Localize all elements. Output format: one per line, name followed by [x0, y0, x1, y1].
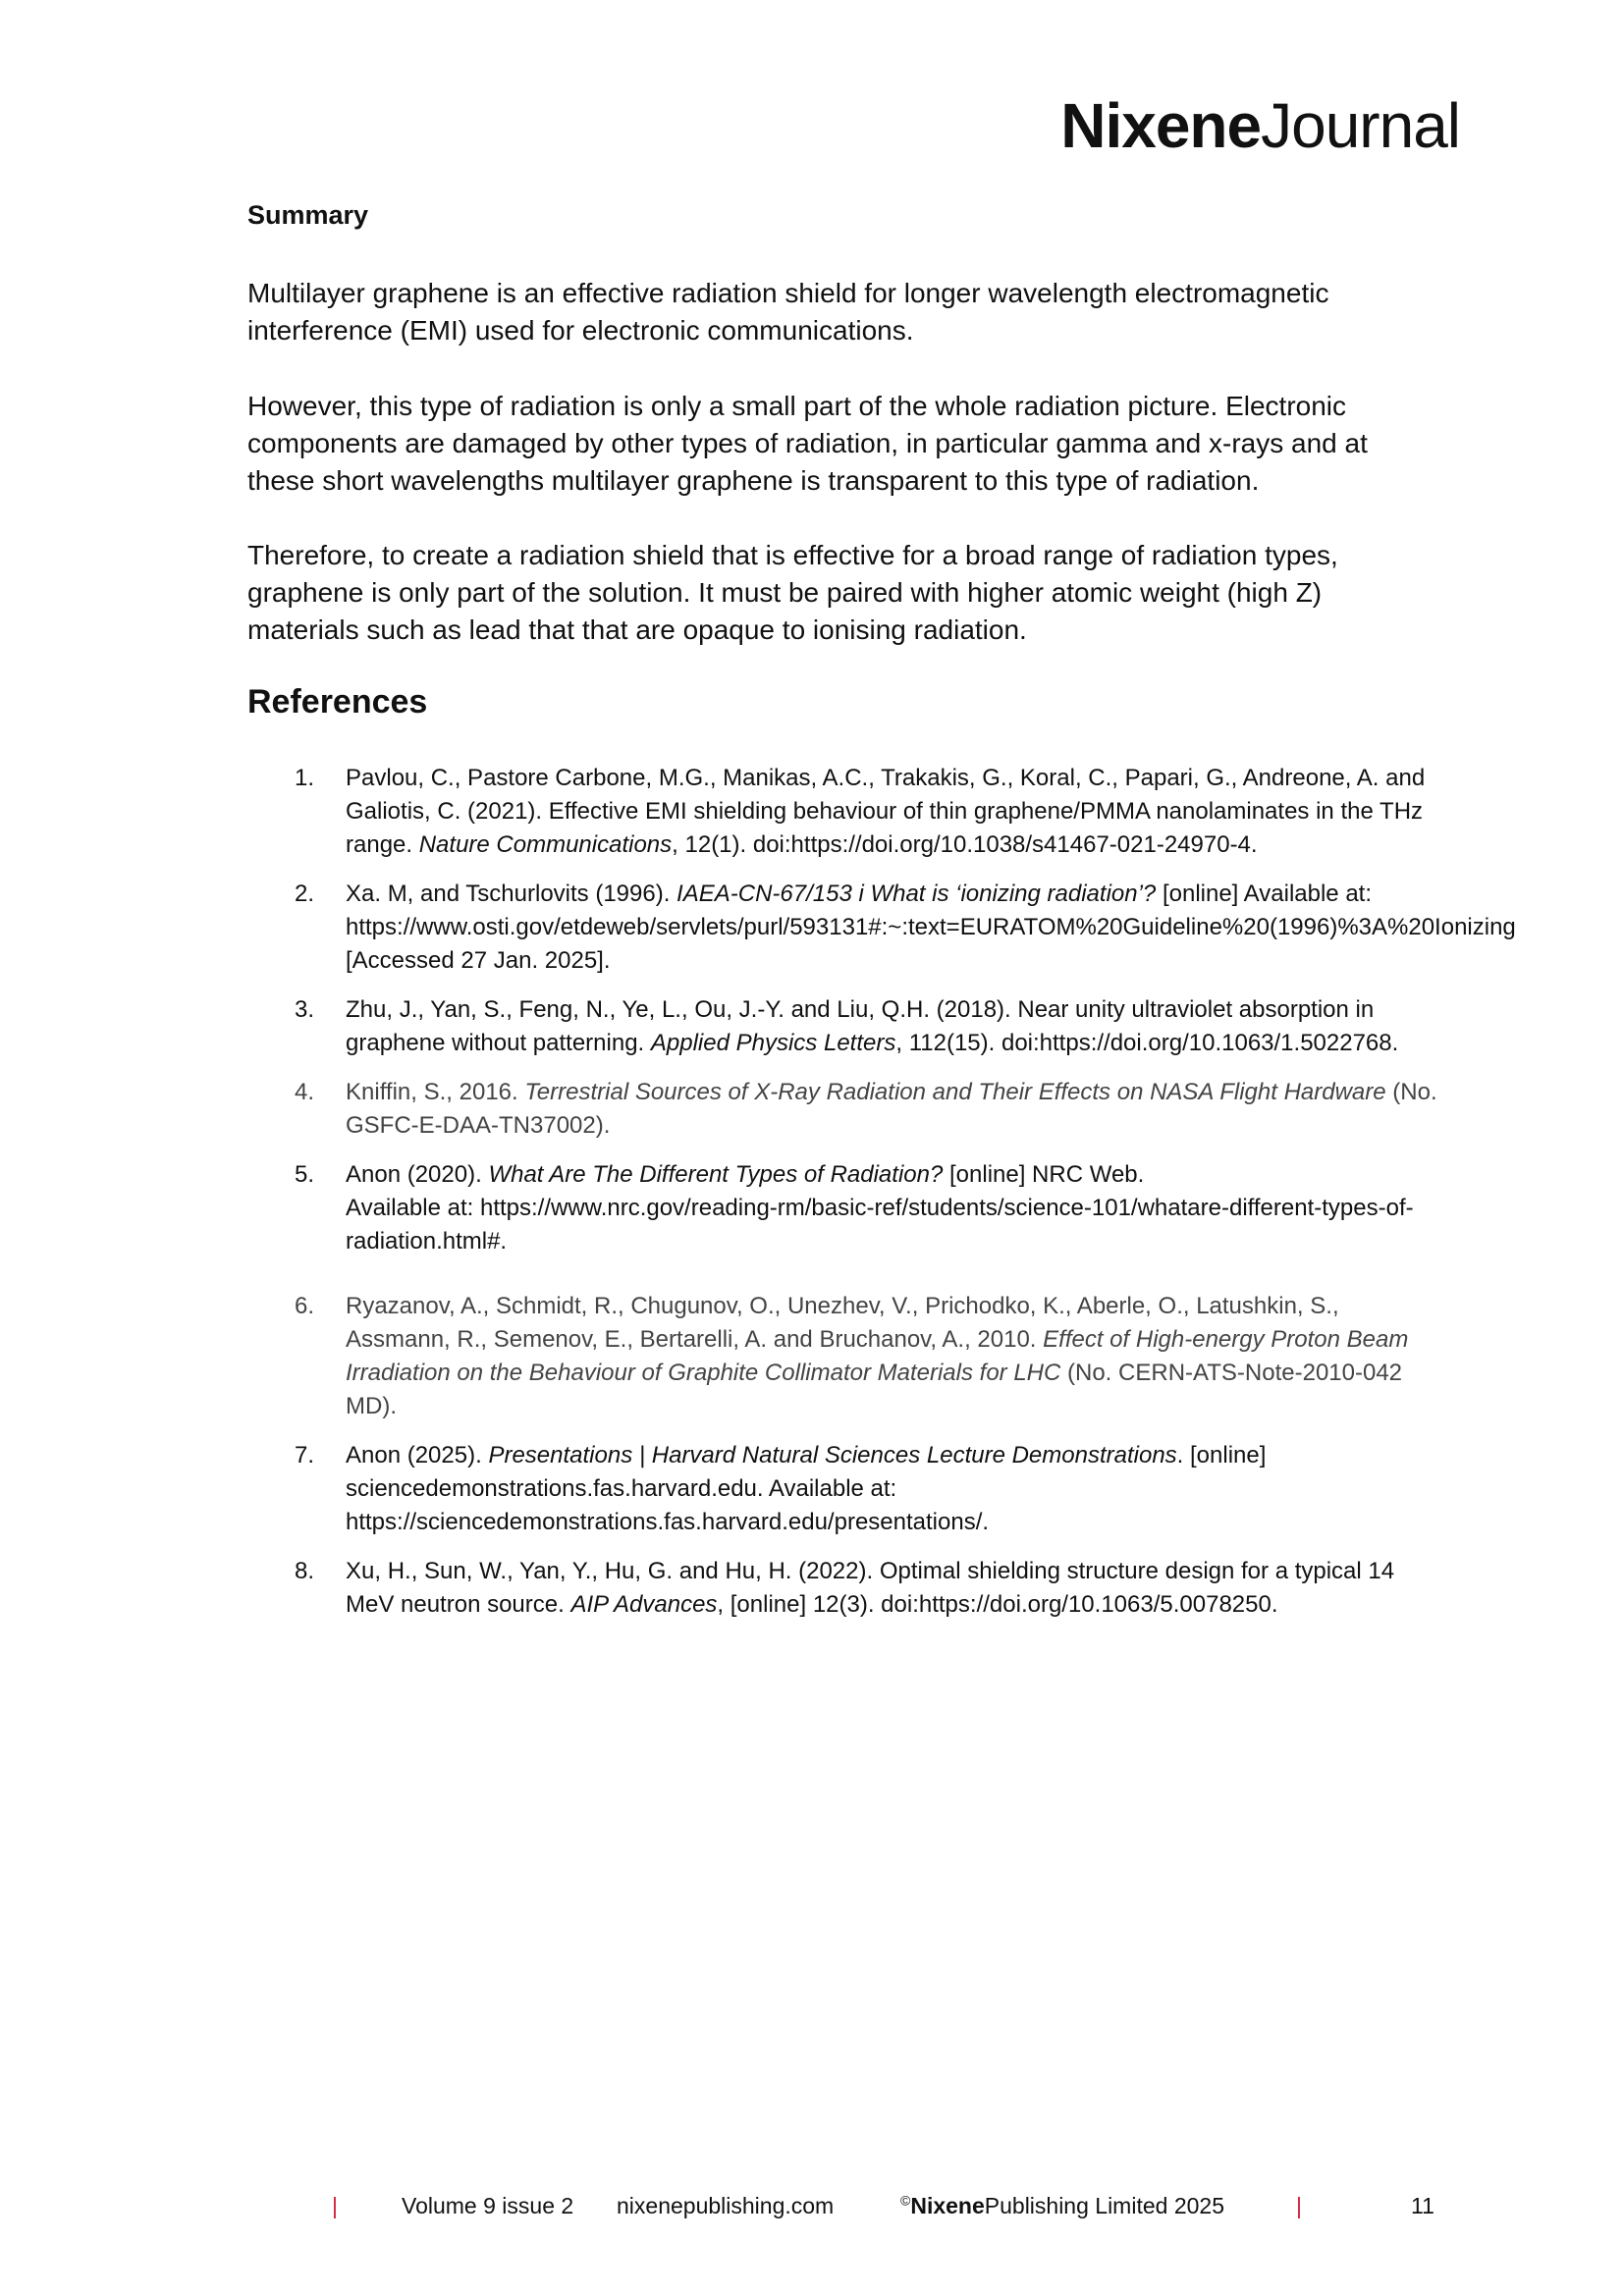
reference-authors: Xu, H., Sun, W., Yan, Y., Hu, G. and Hu, H. (2022). Optimal shielding structure design for a typical 14 MeV neutron source. [346, 1558, 1395, 1618]
footer-separator-right: | [1296, 2193, 1302, 2218]
reference-availability: Available at: https://www.nrc.gov/reading-rm/basic-ref/students/science-101/whatare-different-types-of-radiation.html#. [346, 1195, 1414, 1255]
reference-details: , 12(1). doi:https://doi.org/10.1038/s41467-021-24970-4. [672, 831, 1258, 858]
summary-heading: Summary [247, 200, 369, 230]
reference-authors: Pavlou, C., Pastore Carbone, M.G., Manikas, A.C., Trakakis, G., Koral, C., Papari, G., Andreone, A. and Galiotis, C. (2021). Effective EMI shielding behaviour of thin graphene/PMMA nanolaminates in the THz range. [346, 765, 1426, 858]
footer-publisher-bold: Nixene [910, 2193, 985, 2218]
reference-details: [online] NRC Web. [943, 1161, 1145, 1188]
references-heading: References [247, 683, 428, 721]
reference-source-title: Effect of High-energy Proton Beam Irradiation on the Behaviour of Graphite Collimator Materials for LHC [346, 1326, 1409, 1386]
reference-source-title: IAEA-CN-67/153 i What is ‘ionizing radiation’? [676, 881, 1157, 907]
footer-website: nixenepublishing.com [617, 2193, 835, 2218]
reference-source-title: AIP Advances [570, 1591, 718, 1618]
summary-paragraph-3: Therefore, to create a radiation shield that is effective for a broad range of radiation types, graphene is only part of the solution. It must be paired with higher atomic weight (high Z) materials such as lead that that are opaque to ionising radiation. [247, 540, 1338, 645]
reference-number: 6. [295, 1293, 315, 1319]
footer-separator-left: | [332, 2193, 338, 2218]
reference-number: 8. [295, 1558, 315, 1584]
reference-details: (No. CERN-ATS-Note-2010-042 MD). [346, 1360, 1403, 1419]
reference-source-title: Presentations | Harvard Natural Sciences Lecture Demonstrations [488, 1442, 1177, 1468]
reference-item-6 [295, 1290, 1443, 1423]
journal-logo [1060, 90, 1460, 161]
reference-authors: Anon (2020). [346, 1161, 489, 1188]
footer-volume: Volume 9 issue 2 [402, 2193, 574, 2218]
reference-authors: Kniffin, S., 2016. [346, 1079, 525, 1105]
reference-number: 2. [295, 881, 315, 907]
reference-list [295, 762, 1516, 1637]
copyright-symbol: © [900, 2192, 911, 2209]
reference-item-3 [295, 993, 1443, 1060]
reference-item-1 [295, 762, 1443, 862]
logo-part-regular: Journal [1261, 90, 1460, 161]
reference-authors: Xa. M, and Tschurlovits (1996). [346, 881, 677, 907]
reference-source-title: Nature Communications [418, 831, 673, 858]
reference-item-5 [295, 1158, 1443, 1258]
footer-publisher-rest: Publishing Limited 2025 [984, 2193, 1224, 2218]
reference-details: (No. GSFC-E-DAA-TN37002). [346, 1079, 1437, 1139]
reference-source-title: What Are The Different Types of Radiation? [488, 1161, 944, 1188]
reference-item-4 [295, 1076, 1443, 1143]
reference-number: 4. [295, 1079, 315, 1105]
reference-item-8 [295, 1555, 1443, 1622]
reference-authors: Zhu, J., Yan, S., Feng, N., Ye, L., Ou, J.-Y. and Liu, Q.H. (2018). Near unity ultraviolet absorption in graphene without patterning. [346, 996, 1375, 1056]
reference-item-2 [295, 878, 1516, 978]
reference-number: 1. [295, 765, 315, 791]
reference-number: 5. [295, 1161, 315, 1188]
reference-details: , 112(15). doi:https://doi.org/10.1063/1.5022768. [895, 1030, 1399, 1056]
reference-authors: Anon (2025). [346, 1442, 489, 1468]
reference-source-title: Terrestrial Sources of X-Ray Radiation and Their Effects on NASA Flight Hardware [524, 1079, 1386, 1105]
summary-paragraph-1: Multilayer graphene is an effective radiation shield for longer wavelength electromagnetic interference (EMI) used for electronic communications. [247, 278, 1329, 346]
reference-details: [online] Available at: https://www.osti.gov/etdeweb/servlets/purl/593131#:~:text=EURATOM%20Guideline%20(1996)%3A%20Ionizing [Accessed 27 Jan. 2025]. [346, 881, 1516, 974]
reference-number: 7. [295, 1442, 315, 1468]
reference-details: . [online] sciencedemonstrations.fas.harvard.edu. Available at: https://sciencedemonstrations.fas.harvard.edu/presentations/. [346, 1442, 1267, 1535]
reference-number: 3. [295, 996, 315, 1023]
reference-details: , [online] 12(3). doi:https://doi.org/10.1063/5.0078250. [717, 1591, 1278, 1618]
reference-item-7 [295, 1439, 1443, 1539]
logo-part-bold: Nixene [1060, 90, 1262, 161]
reference-authors: Ryazanov, A., Schmidt, R., Chugunov, O., Unezhev, V., Prichodko, K., Aberle, O., Latushkin, S., Assmann, R., Semenov, E., Bertarelli, A. and Bruchanov, A., 2010. [346, 1293, 1339, 1353]
footer-copyright [900, 2189, 1224, 2222]
page-footer [0, 2189, 1623, 2222]
footer-page-number: 11 [1411, 2193, 1434, 2218]
reference-source-title: Applied Physics Letters [650, 1030, 896, 1056]
summary-paragraph-2: However, this type of radiation is only a small part of the whole radiation picture. Electronic components are damaged by other types of radiation, in particular gamma and x-rays and at these short wavelengths multilayer graphene is transparent to this type of radiation. [247, 391, 1368, 496]
